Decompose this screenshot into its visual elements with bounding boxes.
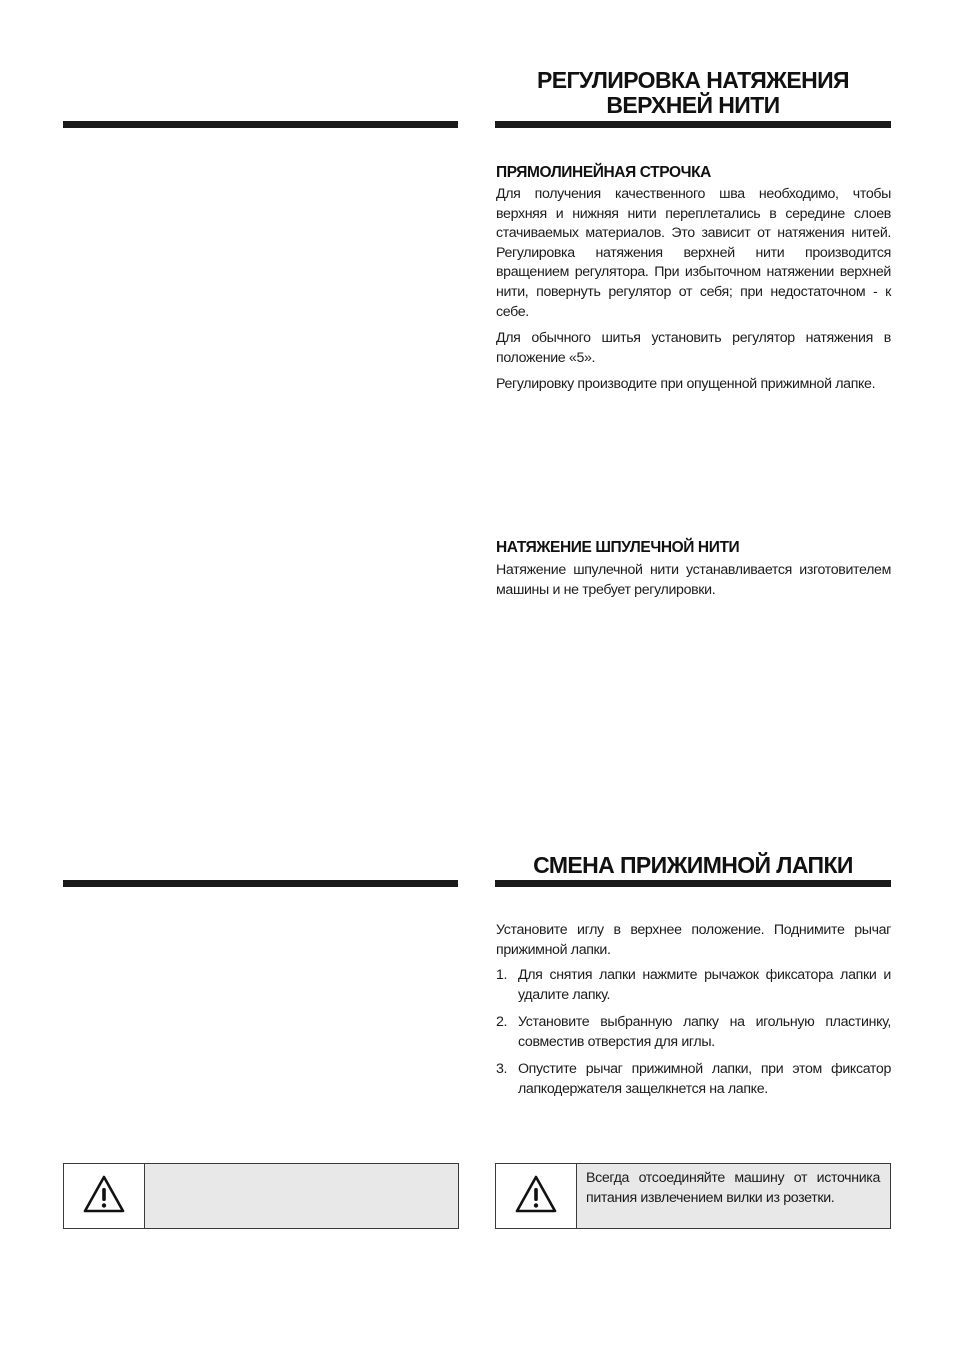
step-text: Установите выбранную лапку на игольную пластинку, совместив отверстия для иглы. [518, 1014, 891, 1050]
step-number: 1. [496, 967, 508, 983]
section-title-presser-foot-text: СМЕНА ПРИЖИМНОЙ ЛАПКИ [533, 852, 853, 878]
list-item-step-3 [496, 1060, 891, 1099]
step-number: 3. [496, 1061, 508, 1077]
subheading-straight-stitch: ПРЯМОЛИНЕЙНАЯ СТРОЧКА [496, 164, 711, 181]
warning-triangle-icon [82, 1174, 126, 1214]
warning-triangle-icon [514, 1174, 558, 1214]
step-number: 2. [496, 1014, 508, 1030]
paragraph-regulator-position: Для обычного шитья установить регулятор натяжения в положение «5». [496, 330, 891, 366]
warning-box-right [495, 1163, 891, 1229]
list-item-step-1 [496, 966, 891, 1005]
section-title-thread-tension [495, 68, 891, 118]
step-text: Опустите рычаг прижимной лапки, при этом фиксатор лапкодержателя защелкнется на лапке. [518, 1061, 891, 1097]
left-middle-rule [63, 880, 458, 887]
section-title-line-1: РЕГУЛИРОВКА НАТЯЖЕНИЯ [537, 67, 849, 93]
list-item-step-2 [496, 1013, 891, 1052]
warning-icon-cell [496, 1164, 577, 1228]
paragraph-presser-intro: Установите иглу в верхнее положение. Поднимите рычаг прижимной лапки. [496, 922, 891, 958]
left-top-rule [63, 121, 458, 128]
warning-text-right: Всегда отсоединяйте машину от источника питания извлечением вилки из розетки. [586, 1170, 880, 1206]
right-middle-rule [495, 880, 891, 887]
warning-icon-cell [64, 1164, 145, 1228]
subheading-bobbin-tension: НАТЯЖЕНИЕ ШПУЛЕЧНОЙ НИТИ [496, 539, 740, 556]
paragraph-lowered-foot: Регулировку производите при опущенной прижимной лапке. [496, 376, 876, 392]
paragraph-stitch-quality: Для получения качественного шва необходимо, чтобы верхняя и нижняя нити переплетались в середине слоев стачиваемых материалов. Это зависит от натяжения нитей. Регулировка натяжения верхней нити производится вращением регулятора. При избыточном натяжении верхней нити, повернуть регулятор от себя; при недостаточном - к себе. [496, 186, 891, 320]
section-title-line-2: ВЕРХНЕЙ НИТИ [606, 92, 780, 118]
warning-box-left [63, 1163, 459, 1229]
paragraph-bobbin-tension: Натяжение шпулечной нити устанавливается изготовителем машины и не требует регулировки. [496, 562, 891, 598]
right-top-rule [495, 121, 891, 128]
section-title-presser-foot [495, 853, 891, 878]
step-text: Для снятия лапки нажмите рычажок фиксатора лапки и удалите лапку. [518, 967, 891, 1003]
